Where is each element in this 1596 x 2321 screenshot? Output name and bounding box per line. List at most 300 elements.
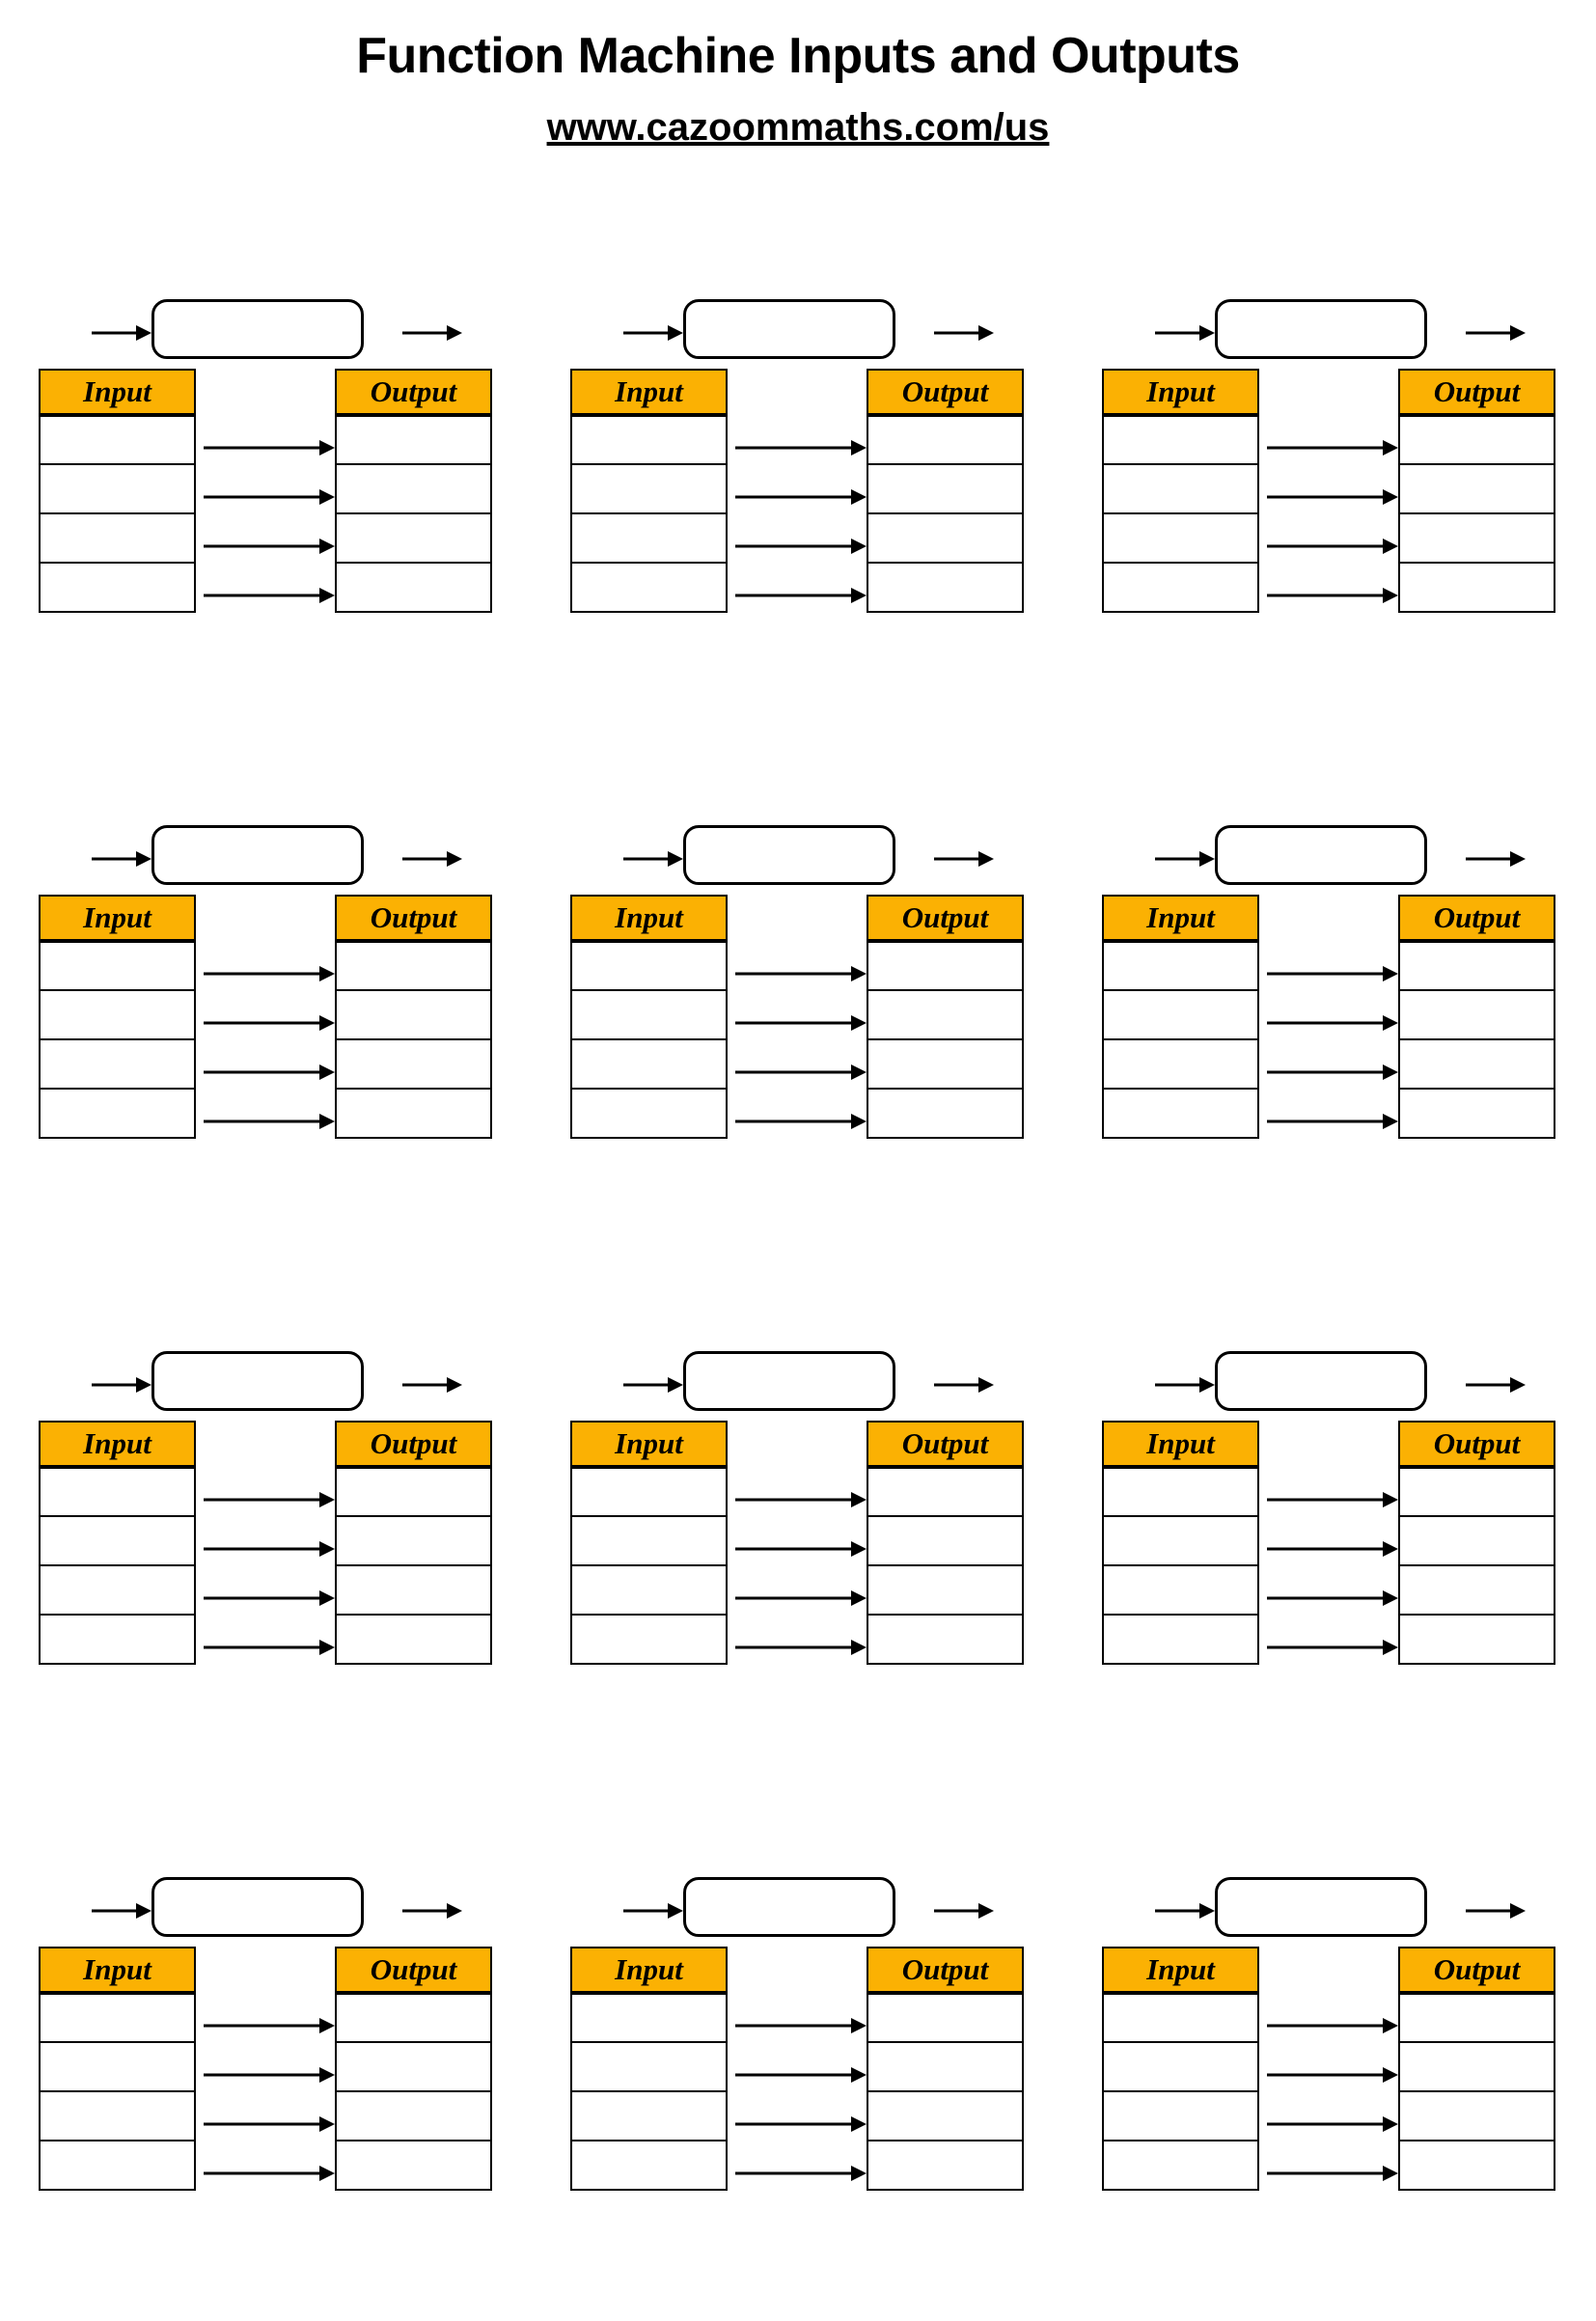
table-row (1103, 513, 1258, 563)
input-cell[interactable] (40, 1467, 195, 1516)
table-row (867, 1516, 1023, 1565)
output-cell[interactable] (1399, 1467, 1555, 1516)
arrow-right-icon (204, 1016, 335, 1030)
input-cell[interactable] (40, 1993, 195, 2042)
output-header: Output (336, 1948, 491, 1993)
input-cell[interactable] (40, 990, 195, 1039)
function-rule-box[interactable] (151, 299, 364, 359)
arrow-right-icon (735, 1542, 867, 1556)
arrow-right-icon (204, 2068, 335, 2082)
input-cell[interactable] (1103, 2042, 1258, 2091)
output-header: Output (1399, 370, 1555, 415)
arrow-right-icon (204, 539, 335, 553)
table-row (1103, 1565, 1258, 1615)
table-row (1103, 1615, 1258, 1664)
table-row (867, 1615, 1023, 1664)
output-header: Output (336, 370, 491, 415)
input-header: Input (1103, 370, 1258, 415)
table-row (571, 415, 727, 464)
input-cell[interactable] (571, 1993, 727, 2042)
arrow-right-icon (623, 1904, 683, 1918)
machine-diagram (623, 299, 990, 367)
machine-input-arrow-icon (1155, 1378, 1215, 1392)
mapping-arrow-icon (735, 1016, 867, 1030)
mapping-arrow-icon (735, 589, 867, 602)
function-rule-box[interactable] (1215, 1877, 1427, 1937)
function-rule-box[interactable] (151, 1877, 364, 1937)
machine-output-arrow-icon (402, 326, 462, 340)
output-cell[interactable] (336, 2091, 491, 2141)
table-row (1399, 1565, 1555, 1615)
output-cell[interactable] (867, 415, 1023, 464)
output-table (1398, 369, 1555, 613)
output-cell[interactable] (1399, 415, 1555, 464)
table-row (571, 563, 727, 612)
output-cell[interactable] (1399, 1039, 1555, 1089)
table-row (336, 1615, 491, 1664)
input-cell[interactable] (40, 415, 195, 464)
table-row (867, 513, 1023, 563)
function-rule-box[interactable] (683, 1877, 895, 1937)
input-cell[interactable] (571, 1615, 727, 1664)
arrow-right-icon (623, 326, 683, 340)
output-cell[interactable] (867, 1467, 1023, 1516)
output-cell[interactable] (1399, 1993, 1555, 2042)
input-cell[interactable] (571, 563, 727, 612)
table-row (867, 2141, 1023, 2190)
table-row (1103, 2141, 1258, 2190)
output-header: Output (1399, 1422, 1555, 1467)
mapping-arrow-icon (1267, 2117, 1398, 2131)
function-rule-box[interactable] (683, 1351, 895, 1411)
output-cell[interactable] (336, 513, 491, 563)
output-cell[interactable] (336, 464, 491, 513)
input-table (39, 1947, 196, 2191)
table-row (1103, 464, 1258, 513)
output-cell[interactable] (867, 2091, 1023, 2141)
mapping-arrows (1259, 1992, 1398, 2200)
table-row (1399, 1615, 1555, 1664)
table-row (571, 1089, 727, 1138)
input-cell[interactable] (1103, 513, 1258, 563)
output-cell[interactable] (336, 563, 491, 612)
table-row (1399, 563, 1555, 612)
table-row (1399, 1993, 1555, 2042)
arrow-right-icon (735, 2019, 867, 2032)
function-rule-box[interactable] (1215, 299, 1427, 359)
input-table (570, 1421, 728, 1665)
mapping-arrow-icon (735, 2068, 867, 2082)
mapping-arrows (728, 1992, 867, 2200)
mapping-arrow-icon (204, 1493, 335, 1506)
output-cell[interactable] (1399, 1089, 1555, 1138)
input-table (570, 369, 728, 613)
arrow-right-icon (735, 589, 867, 602)
machine-diagram (92, 1351, 458, 1419)
input-cell[interactable] (1103, 1089, 1258, 1138)
output-cell[interactable] (867, 1993, 1023, 2042)
output-table (1398, 1947, 1555, 2191)
mapping-arrow-icon (204, 2068, 335, 2082)
function-machine-7 (0, 1312, 532, 1838)
arrow-right-icon (735, 1016, 867, 1030)
output-cell[interactable] (867, 1615, 1023, 1664)
input-header: Input (1103, 896, 1258, 941)
mapping-arrow-icon (735, 1115, 867, 1128)
machine-diagram (1155, 1351, 1522, 1419)
function-rule-box[interactable] (151, 825, 364, 885)
table-row (336, 513, 491, 563)
mapping-arrow-icon (735, 539, 867, 553)
table-row (336, 563, 491, 612)
arrow-right-icon (934, 1378, 994, 1392)
arrow-right-icon (204, 490, 335, 504)
arrow-right-icon (735, 1065, 867, 1079)
mapping-arrow-icon (204, 1065, 335, 1079)
output-cell[interactable] (336, 1516, 491, 1565)
input-cell[interactable] (1103, 1039, 1258, 1089)
output-header: Output (867, 1422, 1023, 1467)
mapping-arrow-icon (204, 1115, 335, 1128)
input-table (39, 369, 196, 613)
mapping-arrows (196, 1992, 335, 2200)
mapping-arrow-icon (735, 1591, 867, 1605)
input-cell[interactable] (571, 464, 727, 513)
machine-diagram (1155, 299, 1522, 367)
function-rule-box[interactable] (683, 299, 895, 359)
input-cell[interactable] (40, 2141, 195, 2190)
io-tables (1102, 369, 1565, 716)
output-cell[interactable] (1399, 1516, 1555, 1565)
input-cell[interactable] (1103, 941, 1258, 990)
output-cell[interactable] (867, 1516, 1023, 1565)
arrow-right-icon (735, 1641, 867, 1654)
mapping-arrow-icon (1267, 2019, 1398, 2032)
input-header: Input (571, 1948, 727, 1993)
io-tables (39, 1947, 502, 2294)
arrow-right-icon (1267, 2117, 1398, 2131)
input-cell[interactable] (571, 2141, 727, 2190)
function-machine-6 (1063, 787, 1595, 1312)
mapping-arrow-icon (735, 2117, 867, 2131)
arrow-right-icon (1466, 1904, 1526, 1918)
mapping-arrow-icon (735, 441, 867, 455)
output-cell[interactable] (336, 941, 491, 990)
output-cell[interactable] (1399, 1565, 1555, 1615)
table-row (336, 1039, 491, 1089)
input-cell[interactable] (1103, 563, 1258, 612)
table-row (336, 941, 491, 990)
mapping-arrow-icon (204, 539, 335, 553)
input-cell[interactable] (1103, 415, 1258, 464)
output-cell[interactable] (867, 464, 1023, 513)
machine-row (0, 1312, 1596, 1838)
output-table (867, 369, 1024, 613)
output-cell[interactable] (1399, 563, 1555, 612)
machine-output-arrow-icon (934, 852, 994, 866)
table-row (1103, 1039, 1258, 1089)
input-cell[interactable] (571, 1467, 727, 1516)
arrow-right-icon (1155, 1378, 1215, 1392)
output-table (867, 1947, 1024, 2191)
table-row (336, 2091, 491, 2141)
output-cell[interactable] (336, 2042, 491, 2091)
io-tables (570, 369, 1033, 716)
table-row (571, 2141, 727, 2190)
arrow-right-icon (1466, 326, 1526, 340)
io-tables (1102, 1421, 1565, 1768)
table-row (1103, 2091, 1258, 2141)
arrow-right-icon (1155, 1904, 1215, 1918)
output-cell[interactable] (336, 1467, 491, 1516)
input-cell[interactable] (571, 941, 727, 990)
mapping-arrow-icon (204, 1641, 335, 1654)
machine-output-arrow-icon (1466, 852, 1526, 866)
input-cell[interactable] (40, 1516, 195, 1565)
output-cell[interactable] (336, 415, 491, 464)
input-cell[interactable] (1103, 464, 1258, 513)
table-row (1103, 563, 1258, 612)
output-cell[interactable] (867, 1039, 1023, 1089)
table-row (867, 1565, 1023, 1615)
function-rule-box[interactable] (683, 825, 895, 885)
mapping-arrow-icon (204, 490, 335, 504)
arrow-right-icon (735, 2167, 867, 2180)
function-rule-box[interactable] (1215, 825, 1427, 885)
output-cell[interactable] (1399, 513, 1555, 563)
output-cell[interactable] (336, 1039, 491, 1089)
table-row (867, 1993, 1023, 2042)
machine-output-arrow-icon (934, 326, 994, 340)
arrow-right-icon (735, 1591, 867, 1605)
arrow-right-icon (735, 490, 867, 504)
mapping-arrow-icon (204, 2167, 335, 2180)
function-rule-box[interactable] (151, 1351, 364, 1411)
table-row (571, 2042, 727, 2091)
output-cell[interactable] (867, 2141, 1023, 2190)
input-cell[interactable] (40, 2091, 195, 2141)
arrow-right-icon (204, 589, 335, 602)
table-row (867, 415, 1023, 464)
input-cell[interactable] (1103, 2091, 1258, 2141)
output-table (867, 895, 1024, 1139)
input-cell[interactable] (40, 1089, 195, 1138)
arrow-right-icon (1466, 852, 1526, 866)
input-cell[interactable] (571, 1516, 727, 1565)
output-header: Output (867, 1948, 1023, 1993)
table-row (336, 1467, 491, 1516)
input-cell[interactable] (40, 2042, 195, 2091)
io-tables (39, 1421, 502, 1768)
machine-diagram (623, 825, 990, 893)
table-row (336, 1993, 491, 2042)
output-cell[interactable] (1399, 941, 1555, 990)
arrow-right-icon (204, 1591, 335, 1605)
output-cell[interactable] (336, 1089, 491, 1138)
arrow-right-icon (1267, 1493, 1398, 1506)
output-cell[interactable] (867, 990, 1023, 1039)
table-row (40, 2091, 195, 2141)
input-cell[interactable] (1103, 990, 1258, 1039)
input-cell[interactable] (571, 513, 727, 563)
output-cell[interactable] (1399, 2091, 1555, 2141)
function-machine-9 (1063, 1312, 1595, 1838)
table-row (40, 513, 195, 563)
arrow-right-icon (1267, 1016, 1398, 1030)
input-cell[interactable] (40, 464, 195, 513)
output-cell[interactable] (867, 513, 1023, 563)
mapping-arrow-icon (204, 2117, 335, 2131)
input-table (1102, 369, 1259, 613)
output-cell[interactable] (867, 563, 1023, 612)
table-row (336, 464, 491, 513)
machine-row (0, 261, 1596, 787)
machine-input-arrow-icon (1155, 326, 1215, 340)
output-cell[interactable] (1399, 2141, 1555, 2190)
machine-input-arrow-icon (1155, 1904, 1215, 1918)
table-row (40, 1467, 195, 1516)
input-header: Input (40, 1422, 195, 1467)
function-machine-1 (0, 261, 532, 787)
machine-input-arrow-icon (623, 1378, 683, 1392)
output-cell[interactable] (867, 941, 1023, 990)
table-row (571, 990, 727, 1039)
table-row (40, 464, 195, 513)
table-row (1103, 415, 1258, 464)
output-cell[interactable] (1399, 1615, 1555, 1664)
output-table (335, 1421, 492, 1665)
table-row (40, 941, 195, 990)
arrow-right-icon (204, 1542, 335, 1556)
arrow-right-icon (1267, 2019, 1398, 2032)
arrow-right-icon (204, 1065, 335, 1079)
table-row (336, 1565, 491, 1615)
arrow-right-icon (1155, 852, 1215, 866)
mapping-arrows (1259, 1466, 1398, 1674)
mapping-arrow-icon (1267, 967, 1398, 981)
output-cell[interactable] (336, 990, 491, 1039)
input-header: Input (571, 896, 727, 941)
machine-input-arrow-icon (623, 326, 683, 340)
output-header: Output (867, 896, 1023, 941)
output-cell[interactable] (1399, 2042, 1555, 2091)
mapping-arrow-icon (1267, 1115, 1398, 1128)
io-tables (39, 895, 502, 1242)
table-row (867, 1039, 1023, 1089)
input-table (39, 1421, 196, 1665)
table-row (1399, 464, 1555, 513)
arrow-right-icon (934, 852, 994, 866)
mapping-arrow-icon (735, 967, 867, 981)
output-table (1398, 1421, 1555, 1665)
input-cell[interactable] (40, 1039, 195, 1089)
input-cell[interactable] (571, 1089, 727, 1138)
website-line (0, 85, 1596, 150)
machine-output-arrow-icon (934, 1904, 994, 1918)
table-row (867, 1467, 1023, 1516)
output-cell[interactable] (1399, 990, 1555, 1039)
input-cell[interactable] (571, 990, 727, 1039)
input-cell[interactable] (40, 563, 195, 612)
input-cell[interactable] (1103, 1615, 1258, 1664)
input-cell[interactable] (1103, 2141, 1258, 2190)
machine-output-arrow-icon (1466, 1904, 1526, 1918)
output-table (1398, 895, 1555, 1139)
mapping-arrow-icon (735, 1641, 867, 1654)
output-cell[interactable] (336, 1565, 491, 1615)
mapping-arrow-icon (1267, 2167, 1398, 2180)
machine-output-arrow-icon (1466, 1378, 1526, 1392)
table-row (1103, 990, 1258, 1039)
output-cell[interactable] (867, 1565, 1023, 1615)
website-link[interactable]: www.cazoommaths.com/us (546, 106, 1050, 149)
input-cell[interactable] (571, 2042, 727, 2091)
machine-diagram (1155, 1877, 1522, 1945)
input-cell[interactable] (40, 1565, 195, 1615)
input-cell[interactable] (40, 1615, 195, 1664)
machines-grid (0, 261, 1596, 2321)
input-table (1102, 895, 1259, 1139)
output-cell[interactable] (336, 1993, 491, 2042)
table-row (40, 1993, 195, 2042)
mapping-arrow-icon (1267, 1641, 1398, 1654)
output-cell[interactable] (1399, 464, 1555, 513)
mapping-arrow-icon (204, 589, 335, 602)
table-row (1103, 941, 1258, 990)
input-cell[interactable] (571, 2091, 727, 2141)
arrow-right-icon (204, 441, 335, 455)
input-cell[interactable] (571, 1039, 727, 1089)
input-cell[interactable] (571, 415, 727, 464)
table-row (1399, 2042, 1555, 2091)
input-cell[interactable] (1103, 1516, 1258, 1565)
output-cell[interactable] (336, 1615, 491, 1664)
arrow-right-icon (1466, 1378, 1526, 1392)
arrow-right-icon (92, 1378, 151, 1392)
function-machine-12 (1063, 1838, 1595, 2321)
table-row (867, 464, 1023, 513)
arrow-right-icon (934, 326, 994, 340)
input-cell[interactable] (40, 941, 195, 990)
output-cell[interactable] (867, 2042, 1023, 2091)
table-row (571, 1467, 727, 1516)
table-row (1103, 1516, 1258, 1565)
input-cell[interactable] (1103, 1565, 1258, 1615)
table-row (571, 464, 727, 513)
machine-diagram (92, 299, 458, 367)
table-row (1399, 513, 1555, 563)
input-cell[interactable] (571, 1565, 727, 1615)
input-cell[interactable] (1103, 1993, 1258, 2042)
table-row (867, 563, 1023, 612)
table-row (1103, 1467, 1258, 1516)
input-header: Input (1103, 1422, 1258, 1467)
output-cell[interactable] (336, 2141, 491, 2190)
mapping-arrow-icon (1267, 589, 1398, 602)
input-cell[interactable] (40, 513, 195, 563)
table-row (571, 1993, 727, 2042)
table-row (571, 1565, 727, 1615)
table-row (867, 990, 1023, 1039)
output-cell[interactable] (867, 1089, 1023, 1138)
arrow-right-icon (402, 852, 462, 866)
machine-output-arrow-icon (402, 852, 462, 866)
input-cell[interactable] (1103, 1467, 1258, 1516)
output-header: Output (1399, 896, 1555, 941)
mapping-arrow-icon (735, 1542, 867, 1556)
machine-input-arrow-icon (1155, 852, 1215, 866)
function-rule-box[interactable] (1215, 1351, 1427, 1411)
